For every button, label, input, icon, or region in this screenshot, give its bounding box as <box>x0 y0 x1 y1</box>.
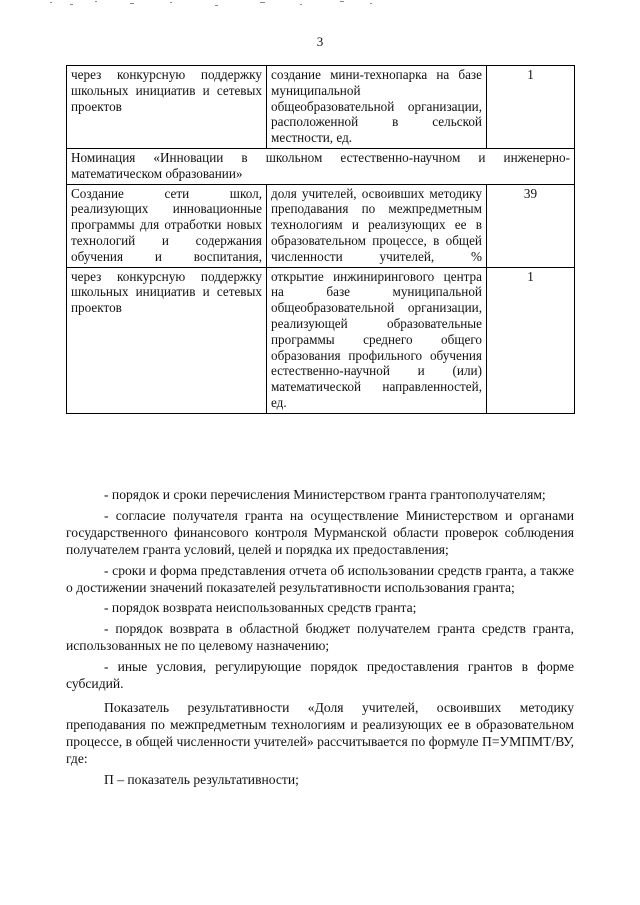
scan-noise-mark <box>40 0 400 10</box>
table-row <box>67 66 575 149</box>
paragraph: - иные условия, регулирующие порядок предоставления грантов в форме субсидий. <box>66 659 574 692</box>
paragraph: - сроки и форма представления отчета об использовании средств гранта, а также о достижении значений показателей результативности использования гранта; <box>66 562 574 595</box>
table-cell-value: 1 <box>487 267 575 413</box>
page-number: 3 <box>316 34 324 49</box>
paragraph: Показатель результативности «Доля учителей, освоивших методику преподавания по межпредметным технологиям и реализующих ее в образовательном процессе, в общей численности учителей» рассчитывается по формуле П=УМПМТ/ВУ, где: <box>66 699 574 766</box>
table-cell-direction: через конкурсную поддержку школьных инициатив и сетевых проектов <box>67 66 267 149</box>
paragraph: - согласие получателя гранта на осуществление Министерством и органами государственного финансового контроля Мурманской области проверок соблюдения получателем гранта условий, целей и порядка их предоставления; <box>66 507 574 557</box>
table-row <box>67 267 575 413</box>
nomination-heading: Номинация «Инновации в школьном естественно-научном и инженерно-математическом образовании» <box>67 148 575 184</box>
paragraph: - порядок и сроки перечисления Министерством гранта грантополучателям; <box>104 487 546 502</box>
table-row-nomination <box>67 148 575 184</box>
table-cell-direction: через конкурсную поддержку школьных инициатив и сетевых проектов <box>67 267 267 413</box>
paragraph: П – показатель результативности; <box>104 771 299 787</box>
table-cell-value: 39 <box>487 184 575 267</box>
table-cell-indicator: доля учителей, освоивших методику преподавания по межпредметным технологиям и реализующих ее в образовательном процессе, в общей численности учителей, % <box>267 184 487 267</box>
table-cell-value: 1 <box>487 66 575 149</box>
table-cell-direction: Создание сети школ, реализующих инновационные программы для отработки новых технологий и содержания обучения и воспитания, <box>67 184 267 267</box>
table-cell-indicator: открытие инжинирингового центра на базе муниципальной общеобразовательной организации, реализующей образовательные программы среднего общего образования профильного обучения естественно-научной и (или) математической направленностей, ед. <box>267 267 487 413</box>
indicators-table <box>66 65 575 414</box>
body-text <box>66 487 574 789</box>
paragraph: - порядок возврата в областной бюджет получателем гранта средств гранта, использованных не по целевому назначению; <box>66 621 574 654</box>
paragraph: - порядок возврата неиспользованных средств гранта; <box>104 600 417 616</box>
table-cell-indicator: создание мини-технопарка на базе муниципальной общеобразовательной организации, расположенной в сельской местности, ед. <box>267 66 487 149</box>
table-row <box>67 184 575 267</box>
